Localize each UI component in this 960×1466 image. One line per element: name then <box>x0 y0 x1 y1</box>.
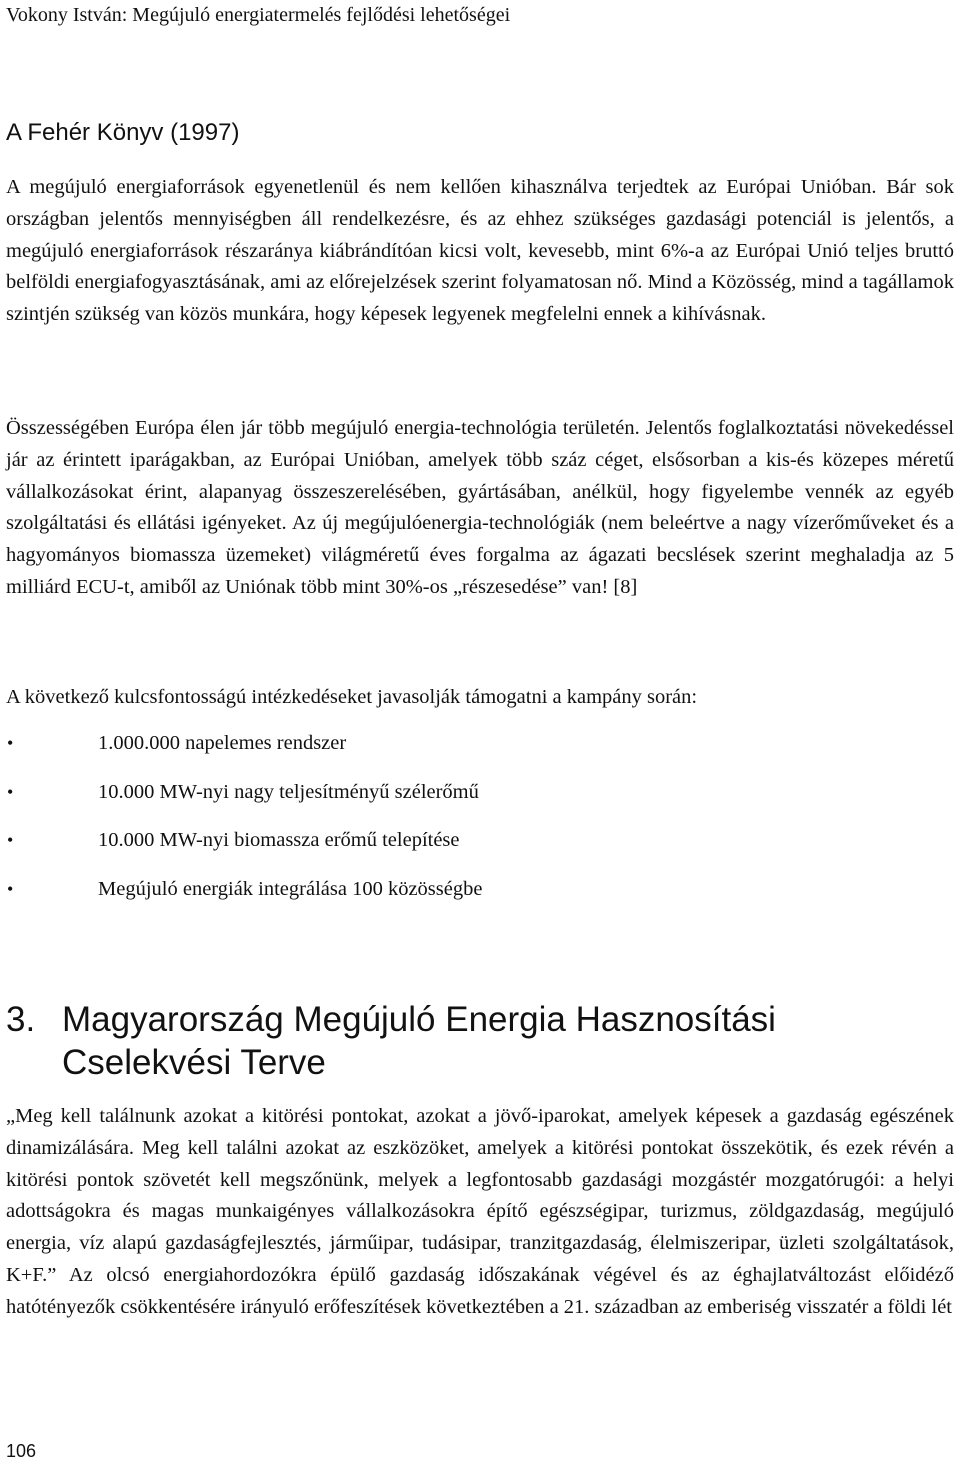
bullet-list <box>6 728 954 922</box>
list-item-text: 10.000 MW-nyi biomassza erőmű telepítése <box>98 829 460 851</box>
running-header: Vokony István: Megújuló energiatermelés fejlődési lehetőségei <box>6 4 511 26</box>
bullet-icon: • <box>7 781 14 802</box>
bullet-icon: • <box>7 830 14 850</box>
body-paragraph: A következő kulcsfontosságú intézkedéseket javasolják támogatni a kampány során: <box>6 686 698 708</box>
list-item-text: 10.000 MW-nyi nagy teljesítményű szélerőmű <box>98 780 479 803</box>
section-title: A Fehér Könyv (1997) <box>6 119 240 146</box>
list-item <box>6 825 954 874</box>
list-item <box>6 728 954 777</box>
list-item <box>6 777 954 826</box>
page-number: 106 <box>6 1441 37 1461</box>
bullet-icon: • <box>7 733 14 753</box>
chapter-number: 3. <box>6 1000 36 1039</box>
list-item-text: 1.000.000 napelemes rendszer <box>98 732 347 754</box>
chapter-title: Magyarország Megújuló Energia Hasznosítási Cselekvési Terve <box>62 1000 776 1082</box>
list-item <box>6 874 954 923</box>
bullet-icon: • <box>7 878 14 899</box>
list-item-text: Megújuló energiák integrálása 100 közösségbe <box>98 877 483 900</box>
body-paragraph: Összességében Európa élen jár több megújuló energia-technológia területén. Jelentős foglalkoztatási növekedéssel jár az érintett iparágakban, az Európai Unióban, amelyek több száz céget, elsősorban a kis-és közepes méretű vállalkozásokat érint, alapanyag összeszerelésében, gyártásában, anélkül, hogy figyelembe vennék az egyéb szolgáltatási és ellátási igényeket. Az új megújulóenergia-technológiák (nem beleértve a nagy vízerőműveket és a hagyományos biomassza üzemeket) világméretű éves forgalma az ágazati becslések szerint meghaladja az 5 milliárd ECU-t, amiből az Uniónak több mint 30%-os „részesedése” van! [8] <box>6 417 954 598</box>
body-paragraph: „Meg kell találnunk azokat a kitörési pontokat, azokat a jövő-iparokat, amelyek képesek a gazdaság egészének dinamizálására. Meg kell találni azokat az eszközöket, amelyek a kitörési pontokat összekötik, és ezek révén a kitörési pontok szövetét kell megszőnünk, melyek a legfontosabb gazdasági mozgástér mozgatórugói: a helyi adottságokra és magas munkaigényes vállalkozásokra építő egészségipar, turizmus, zöldgazdaság, megújuló energia, víz alapú gazdaságfejlesztés, járműipar, tudásipar, tranzitgazdaság, élelmiszeripar, üzleti szolgáltatások, K+F.” Az olcsó energiahordozókra épülő gazdaság időszakának végével és az éghajlatváltozást előidéző hatótényezők csökkentésére irányuló erőfeszítések következtében a 21. században az emberiség visszatér a földi lét <box>6 1105 954 1318</box>
body-paragraph: A megújuló energiaforrások egyenetlenül és nem kellően kihasználva terjedtek az Európai Unióban. Bár sok országban jelentős mennyiségben áll rendelkezésre, és az ehhez szükséges gazdasági potenciál is jelentős, a megújuló energiaforrások részaránya kiábrándítóan kicsi volt, kevesebb, mint 6%-a az Európai Unió teljes bruttó belföldi energiafogyasztásának, ami az előrejelzések szerint folyamatosan nő. Mind a Közösség, mind a tagállamok szintjén szükség van közös munkára, hogy képesek legyenek megfelelni ennek a kihívásnak. <box>6 176 954 326</box>
